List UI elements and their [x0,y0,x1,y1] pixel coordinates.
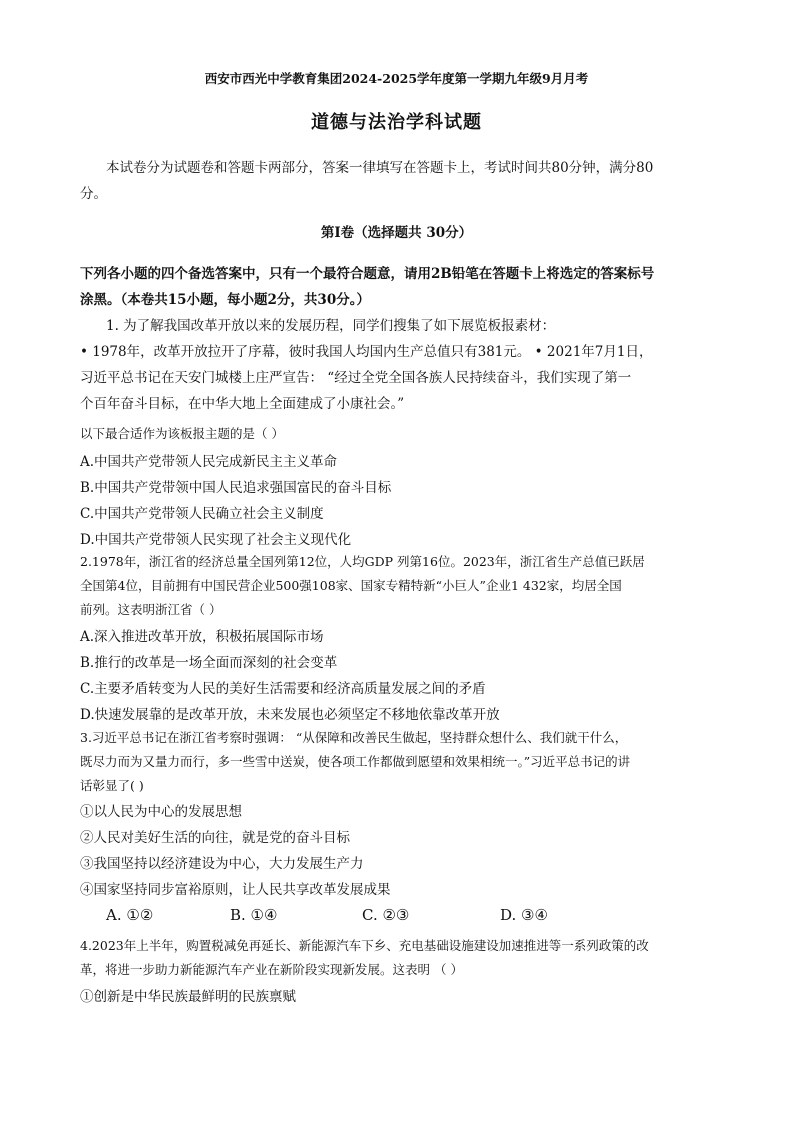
intro-line: 本试卷分为试题卷和答题卡两部分，答案一律填写在答题卡上，考试时间共80分钟，满分80 [106,160,654,176]
question-stem: 全国第4位，目前拥有中国民营企业500强108家、国家专精特新“小巨人”企业1 432家，均居全国 [80,578,622,593]
question-stem: 1. 为了解我国改革开放以来的发展历程，同学们搜集了如下展览板报素材： [106,318,556,334]
question-stem: 习近平总书记在天安门城楼上庄严宣告： “经过全党全国各族人民持续奋斗，我们实现了第一 [80,370,632,386]
answer-option: B.中国共产党带领中国人民追求强国富民的奋斗目标 [80,480,392,496]
page-title: 道德与法治学科试题 [311,112,482,133]
answer-choice: B. ①④ [230,906,278,924]
section-heading: 第Ⅰ卷（选择题共 30分） [320,225,473,241]
statement-item: ②人民对美好生活的向往，就是党的奋斗目标 [80,830,350,846]
exam-header: 西安市西光中学教育集团2024-2025学年度第一学期九年级9月月考 [204,71,589,86]
answer-choice: D. ③④ [500,906,548,924]
answer-choice: C. ②③ [362,906,410,924]
question-stem: 既尽力而为又量力而行，多一些雪中送炭，使各项工作都做到愿望和效果相统一。”习近平总书记的讲 [80,754,631,769]
answer-option: C.主要矛盾转变为人民的美好生活需要和经济高质量发展之间的矛盾 [80,681,486,697]
answer-choice: A. ①② [106,906,154,924]
question-stem: 3.习近平总书记在浙江省考察时强调： “从保障和改善民生做起，坚持群众想什么、我们就干什么， [80,730,628,745]
statement-item: ①创新是中华民族最鲜明的民族禀赋 [80,989,296,1005]
answer-option: A.中国共产党带领人民完成新民主主义革命 [80,454,338,470]
statement-item: ①以人民为中心的发展思想 [80,804,242,820]
answer-option: B.推行的改革是一场全面而深刻的社会变革 [80,655,338,671]
answer-option: D.中国共产党带领人民实现了社会主义现代化 [80,532,352,548]
section-instructions: 下列各小题的四个备选答案中，只有一个最符合题意，请用2B铅笔在答题卡上将选定的答案标号 [80,266,655,282]
question-stem: 前列。这表明浙江省（ ） [80,602,222,617]
answer-option: D.快速发展靠的是改革开放，未来发展也必须坚定不移地依靠改革开放 [80,707,500,723]
statement-item: ③我国坚持以经济建设为中心，大力发展生产力 [80,856,364,872]
intro-line: 分。 [80,186,107,202]
question-prompt: 以下最合适作为该板报主题的是（ ） [80,426,284,441]
question-stem: 个百年奋斗目标，在中华大地上全面建成了小康社会。” [80,396,405,412]
section-instructions: 涂黑。（本卷共15小题，每小题2分，共30分。） [80,292,370,308]
question-stem: • 1978年，改革开放拉开了序幕，彼时我国人均国内生产总值只有381元。 • 2021年7月1日， [80,344,653,360]
statement-item: ④国家坚持同步富裕原则，让人民共享改革发展成果 [80,882,391,898]
answer-option: C.中国共产党带领人民确立社会主义制度 [80,506,324,522]
answer-option: A.深入推进改革开放，积极拓展国际市场 [80,629,324,645]
question-stem: 4.2023年上半年，购置税减免再延长、新能源汽车下乡、充电基础设施建设加速推进等一系列政策的改 [80,938,649,953]
question-stem: 话彰显了( ) [80,778,144,793]
question-stem: 革，将进一步助力新能源汽车产业在新阶段实现新发展。这表明 （ ） [80,962,463,977]
question-stem: 2.1978年，浙江省的经济总量全国列第12位，人均GDP 列第16位。2023年，浙江省生产总值已跃居 [80,554,645,569]
